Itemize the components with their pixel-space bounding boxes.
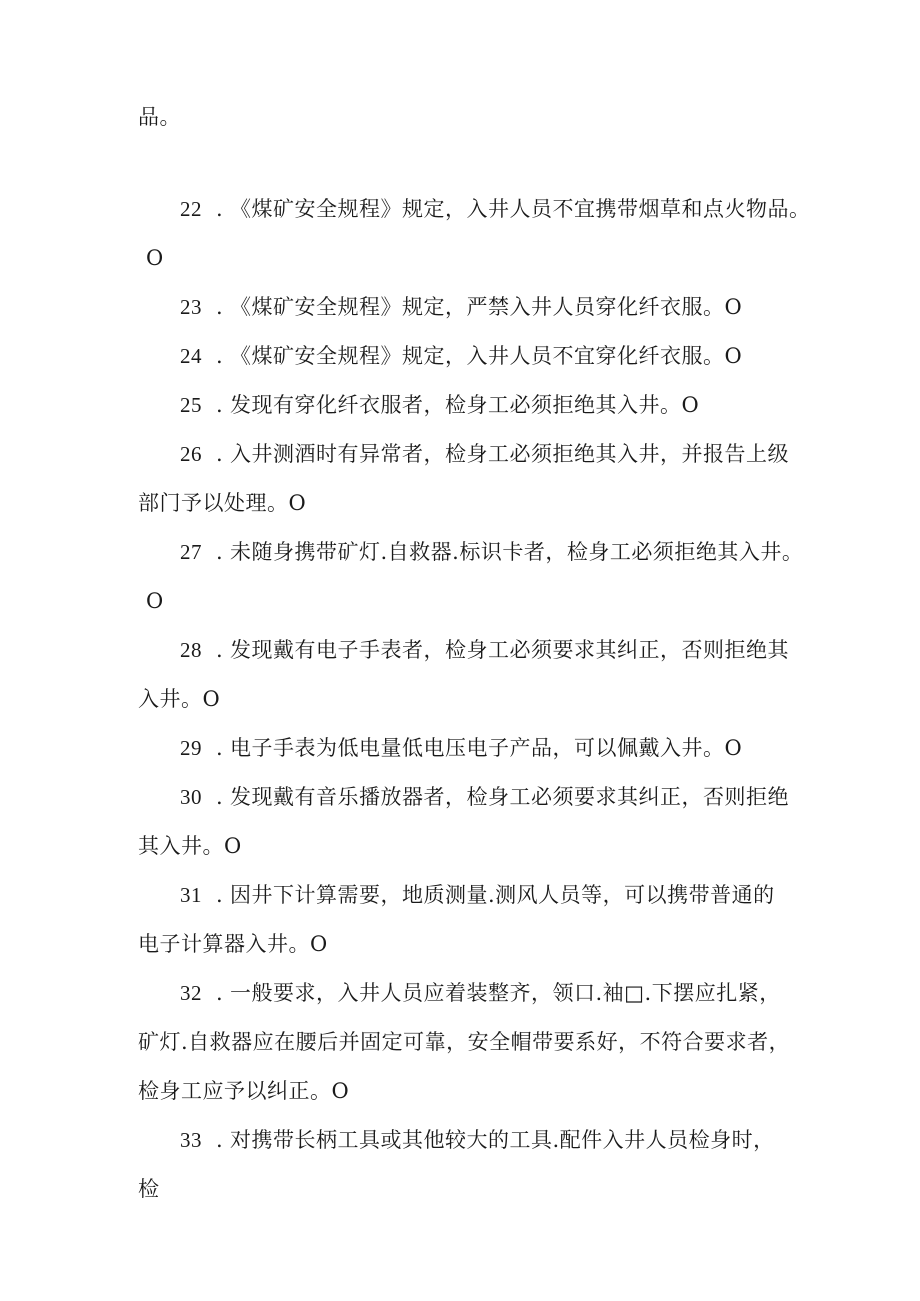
item-30-line-2 [138, 833, 242, 859]
item-27-line-2 [146, 588, 164, 614]
item-33-line-2 [138, 1176, 160, 1202]
item-text: 入井。O [138, 687, 221, 711]
item-28-line-1: 28 . 发现戴有电子手表者，检身工必须要求其纠正，否则拒绝其 [180, 638, 789, 662]
item-32-line-2 [138, 1029, 790, 1055]
item-text: 未随身携带矿灯.自救器.标识卡者，检身工必须拒绝其入井。 [230, 540, 804, 564]
item-number: 29 [180, 736, 202, 760]
item-text: O [146, 589, 164, 613]
item-25-line-1: 25 . 发现有穿化纤衣服者，检身工必须拒绝其入井。O [180, 393, 700, 417]
item-text: 发现有穿化纤衣服者，检身工必须拒绝其入井。O [230, 393, 700, 417]
item-text: 检身工应予以纠正。O [138, 1079, 350, 1103]
item-text: 对携带长柄工具或其他较大的工具.配件入井人员检身时， [230, 1128, 775, 1152]
item-text: 电子计算器入井。O [138, 932, 328, 956]
item-number: 22 [180, 197, 202, 221]
item-text: 电子手表为低电量低电压电子产品，可以佩戴入井。O [230, 736, 743, 760]
item-number: 31 [180, 883, 202, 907]
item-29-line-1: 29 . 电子手表为低电量低电压电子产品，可以佩戴入井。O [180, 736, 743, 760]
item-number: 25 [180, 393, 202, 417]
item-22-line-2 [146, 245, 164, 271]
item-33-line-1: 33 . 对携带长柄工具或其他较大的工具.配件入井人员检身时， [180, 1128, 775, 1152]
item-number: 26 [180, 442, 202, 466]
item-text: O [146, 246, 164, 270]
item-number: 32 [180, 981, 202, 1005]
item-28-line-2 [138, 686, 220, 712]
item-number: 28 [180, 638, 202, 662]
item-text: 入井测酒时有异常者，检身工必须拒绝其入井，并报告上级 [230, 442, 789, 466]
item-26-line-1: 26 . 入井测酒时有异常者，检身工必须拒绝其入井，并报告上级 [180, 442, 789, 466]
item-text: 其入井。O [138, 834, 242, 858]
item-number: 27 [180, 540, 202, 564]
item-text: 检 [138, 1177, 160, 1201]
text-line: 品。 [138, 105, 181, 129]
item-32-line-1: 32 . 一般要求，入井人员应着装整齐，领口.袖□.下摆应扎紧， [180, 981, 781, 1005]
item-number: 23 [180, 295, 202, 319]
item-text: 矿灯.自救器应在腰后并固定可靠，安全帽带要系好，不符合要求者， [138, 1030, 791, 1054]
item-31-line-1: 31 . 因井下计算需要，地质测量.测风人员等，可以携带普通的 [180, 883, 775, 907]
item-text: 一般要求，入井人员应着装整齐，领口.袖□.下摆应扎紧， [230, 981, 781, 1005]
item-number: 24 [180, 344, 202, 368]
item-text: 发现戴有电子手表者，检身工必须要求其纠正，否则拒绝其 [230, 638, 789, 662]
item-text: 《煤矿安全规程》规定，严禁入井人员穿化纤衣服。O [230, 295, 743, 319]
item-22-line-1: 22 . 《煤矿安全规程》规定，入井人员不宜携带烟草和点火物品。 [180, 197, 811, 221]
item-31-line-2 [138, 931, 328, 957]
item-24-line-1: 24 . 《煤矿安全规程》规定，入井人员不宜穿化纤衣服。O [180, 344, 743, 368]
item-text: 《煤矿安全规程》规定，入井人员不宜携带烟草和点火物品。 [230, 197, 811, 221]
item-number: 33 [180, 1128, 202, 1152]
item-32-line-3 [138, 1078, 349, 1104]
item-text: 发现戴有音乐播放器者，检身工必须要求其纠正，否则拒绝 [230, 785, 789, 809]
item-text: 《煤矿安全规程》规定，入井人员不宜穿化纤衣服。O [230, 344, 743, 368]
item-26-line-2 [138, 490, 306, 516]
item-number: 30 [180, 785, 202, 809]
item-23-line-1: 23 . 《煤矿安全规程》规定，严禁入井人员穿化纤衣服。O [180, 295, 743, 319]
item-text: 部门予以处理。O [138, 491, 307, 515]
item-30-line-1: 30 . 发现戴有音乐播放器者，检身工必须要求其纠正，否则拒绝 [180, 785, 789, 809]
item-text: 因井下计算需要，地质测量.测风人员等，可以携带普通的 [230, 883, 775, 907]
item-27-line-1: 27 . 未随身携带矿灯.自救器.标识卡者，检身工必须拒绝其入井。 [180, 540, 804, 564]
